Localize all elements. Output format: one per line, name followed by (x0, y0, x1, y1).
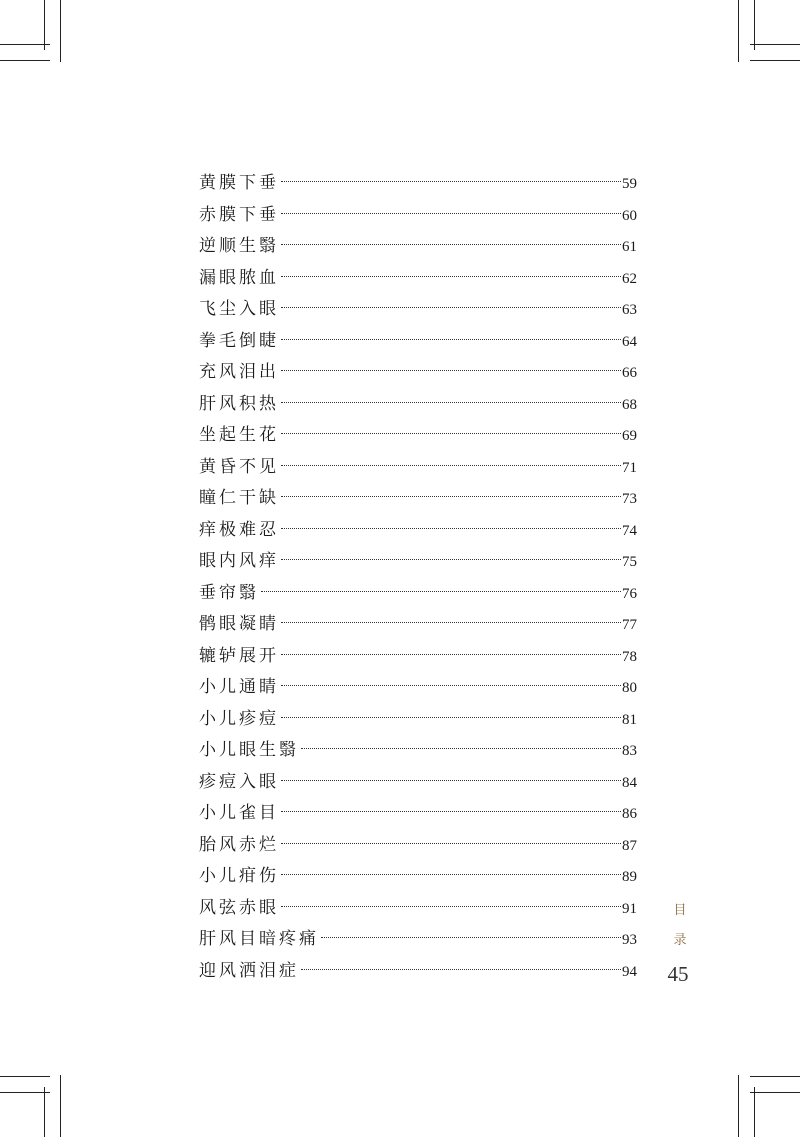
toc-entry[interactable] (199, 452, 637, 484)
dot-leader (281, 874, 621, 875)
toc-entry-title: 小儿疳伤 (199, 866, 279, 886)
dot-leader (281, 780, 621, 781)
toc-entry-page: 61 (622, 239, 637, 255)
toc-entry-page: 89 (622, 869, 637, 885)
toc-entry-page: 87 (622, 837, 637, 854)
toc-entry-title: 鹘眼凝睛 (199, 614, 279, 634)
dot-leader (281, 276, 621, 277)
dot-leader (281, 339, 621, 340)
toc-entry[interactable] (199, 735, 637, 767)
dot-leader (281, 906, 621, 907)
toc-entry-page: 60 (622, 207, 637, 224)
toc-entry-page: 81 (622, 711, 637, 728)
toc-entry-title: 充风泪出 (199, 362, 279, 382)
dot-leader (281, 717, 621, 718)
toc-entry-page: 64 (622, 333, 637, 350)
toc-entry-page: 76 (622, 585, 637, 602)
dot-leader (281, 559, 621, 560)
toc-entry-title: 胎风赤烂 (199, 834, 279, 855)
toc-entry[interactable] (199, 578, 637, 610)
toc-entry[interactable] (199, 767, 637, 799)
toc-entry-title: 小儿通睛 (199, 677, 279, 697)
toc-entry-page: 83 (622, 743, 637, 759)
dot-leader (281, 622, 621, 623)
toc-entry-title: 风弦赤眼 (199, 897, 279, 918)
running-head-char: 目 (673, 903, 687, 918)
toc-entry[interactable] (199, 609, 637, 641)
toc-entry[interactable] (199, 168, 637, 200)
toc-entry[interactable] (199, 704, 637, 736)
toc-entry[interactable] (199, 924, 637, 956)
toc-entry-page: 75 (622, 554, 637, 570)
dot-leader (321, 937, 621, 938)
toc-entry-page: 78 (622, 648, 637, 665)
dot-leader (281, 433, 621, 434)
toc-entry-page: 77 (622, 617, 637, 633)
dot-leader (281, 528, 621, 529)
toc-entry-title: 疹痘入眼 (199, 771, 279, 792)
running-head-label (670, 896, 690, 956)
toc-entry-page: 68 (622, 396, 637, 413)
toc-entry[interactable] (199, 830, 637, 862)
toc-entry-page: 63 (622, 302, 637, 318)
dot-leader (281, 811, 621, 812)
toc-entry[interactable] (199, 326, 637, 358)
toc-entry-title: 垂帘翳 (199, 582, 259, 603)
toc-entry-title: 小儿雀目 (199, 803, 279, 823)
toc-entry[interactable] (199, 641, 637, 673)
toc-entry-page: 73 (622, 491, 637, 507)
dot-leader (281, 496, 621, 497)
dot-leader (281, 370, 621, 371)
toc-entry[interactable] (199, 956, 637, 988)
toc-entry-page: 66 (622, 365, 637, 381)
toc-entry-title: 逆顺生翳 (199, 236, 279, 256)
toc-entry-title: 拳毛倒睫 (199, 330, 279, 351)
toc-entry-page: 62 (622, 270, 637, 287)
toc-entry-title: 辘轳展开 (199, 645, 279, 666)
toc-entry-page: 94 (622, 963, 637, 980)
dot-leader (281, 402, 621, 403)
toc-entry[interactable] (199, 798, 637, 830)
dot-leader (281, 213, 621, 214)
toc-entry[interactable] (199, 893, 637, 925)
toc-entry-title: 眼内风痒 (199, 551, 279, 571)
toc-entry-page: 86 (622, 806, 637, 822)
toc-entry[interactable] (199, 200, 637, 232)
dot-leader (301, 748, 621, 749)
toc-entry-title: 赤膜下垂 (199, 204, 279, 225)
toc-entry-page: 59 (622, 176, 637, 192)
toc-entry[interactable] (199, 546, 637, 578)
dot-leader (281, 307, 621, 308)
dot-leader (281, 685, 621, 686)
toc-entry[interactable] (199, 861, 637, 893)
toc-entry-title: 坐起生花 (199, 425, 279, 445)
toc-entry-title: 小儿疹痘 (199, 708, 279, 729)
toc-entry-title: 迎风洒泪症 (199, 960, 299, 981)
dot-leader (301, 969, 621, 970)
toc-entry-page: 93 (622, 932, 637, 948)
toc-entry[interactable] (199, 263, 637, 295)
dot-leader (261, 591, 621, 592)
table-of-contents (199, 168, 637, 987)
toc-entry[interactable] (199, 420, 637, 452)
toc-entry-title: 肝风目暗疼痛 (199, 929, 319, 949)
toc-entry[interactable] (199, 389, 637, 421)
toc-entry[interactable] (199, 515, 637, 547)
toc-entry-page: 74 (622, 522, 637, 539)
toc-entry-title: 飞尘入眼 (199, 299, 279, 319)
toc-entry-title: 瞳仁干缺 (199, 488, 279, 508)
toc-entry-title: 肝风积热 (199, 393, 279, 414)
toc-entry-page: 91 (622, 900, 637, 917)
dot-leader (281, 654, 621, 655)
toc-entry[interactable] (199, 294, 637, 326)
toc-entry-title: 痒极难忍 (199, 519, 279, 540)
toc-entry[interactable] (199, 231, 637, 263)
toc-entry-title: 黄昏不见 (199, 456, 279, 477)
toc-entry-title: 小儿眼生翳 (199, 740, 299, 760)
page-number: 45 (667, 962, 689, 986)
dot-leader (281, 843, 621, 844)
running-head-char: 录 (673, 933, 687, 948)
dot-leader (281, 465, 621, 466)
toc-entry-title: 黄膜下垂 (199, 173, 279, 193)
toc-entry[interactable] (199, 357, 637, 389)
toc-entry-page: 71 (622, 459, 637, 476)
toc-entry[interactable] (199, 672, 637, 704)
dot-leader (281, 181, 621, 182)
toc-entry-page: 80 (622, 680, 637, 696)
toc-entry-page: 84 (622, 774, 637, 791)
toc-entry-title: 漏眼脓血 (199, 267, 279, 288)
dot-leader (281, 244, 621, 245)
toc-entry[interactable] (199, 483, 637, 515)
toc-entry-page: 69 (622, 428, 637, 444)
